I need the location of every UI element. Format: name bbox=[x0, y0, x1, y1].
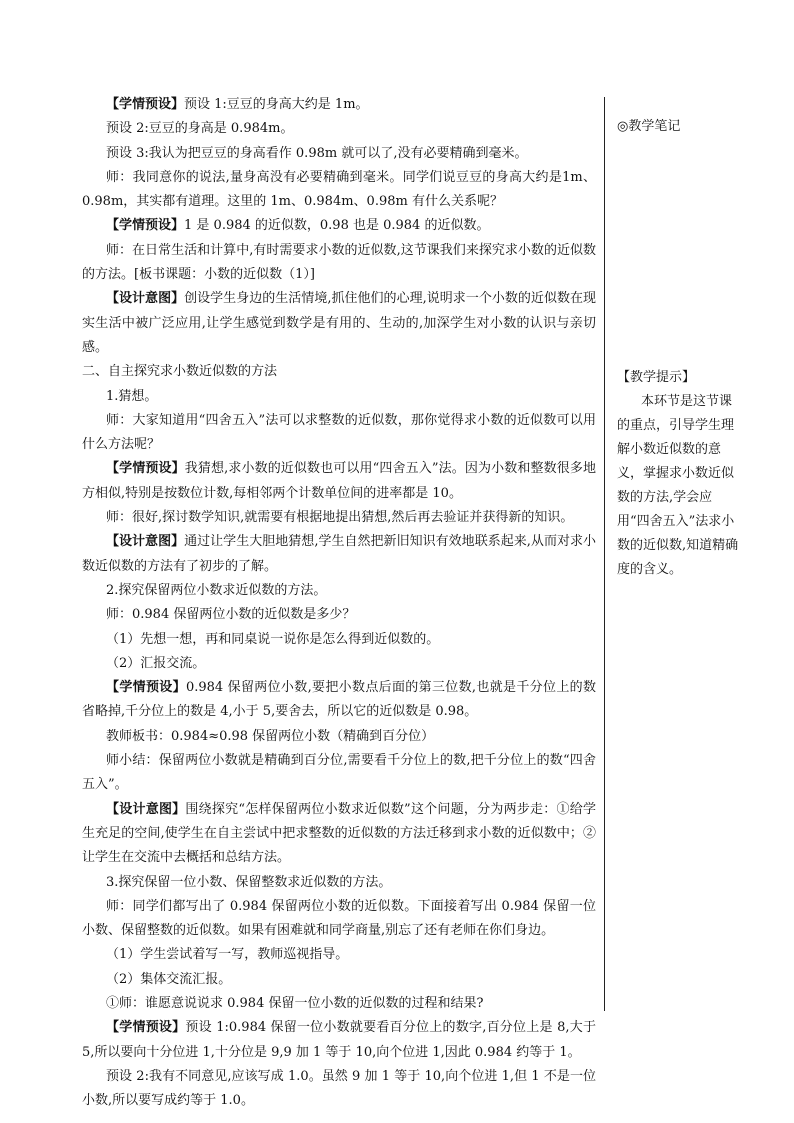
lesson-paragraph bbox=[82, 166, 596, 215]
lesson-paragraph bbox=[82, 895, 596, 944]
lesson-paragraph bbox=[82, 385, 596, 409]
paragraph-label: 【学情预设】 bbox=[106, 97, 185, 112]
lesson-paragraph bbox=[82, 93, 596, 117]
paragraph-text: 师：很好,探讨数学知识,就需要有根据地提出猜想,然后再去验证并获得新的知识。 bbox=[106, 510, 574, 526]
paragraph-text: 1.猜想。 bbox=[106, 388, 158, 404]
lesson-paragraph bbox=[82, 579, 596, 603]
lesson-paragraph bbox=[82, 628, 596, 652]
paragraph-text: 2.探究保留两位小数求近似数的方法。 bbox=[106, 582, 327, 598]
paragraph-label: 【学情预设】 bbox=[106, 218, 185, 234]
lesson-paragraph bbox=[82, 457, 596, 506]
paragraph-text: 师：0.984 保留两位小数的近似数是多少？ bbox=[106, 607, 356, 623]
lesson-paragraph bbox=[82, 214, 596, 238]
paragraph-text: （2）汇报交流。 bbox=[106, 655, 206, 671]
teaching-notes-sidebar bbox=[617, 115, 743, 139]
paragraph-text: 预设 2:豆豆的身高是 0.984m。 bbox=[106, 121, 294, 137]
paragraph-text: 师：在日常生活和计算中,有时需要求小数的近似数,这节课我们来探究求小数的近似数的方法。[板书课题：小数的近似数（1）] bbox=[82, 242, 596, 283]
lesson-paragraph bbox=[82, 676, 596, 725]
paragraph-label: 【学情预设】 bbox=[106, 680, 186, 696]
paragraph-text: （1）学生尝试着写一写，教师巡视指导。 bbox=[106, 947, 349, 963]
paragraph-text: 通过让学生大胆地猜想,学生自然把新旧知识有效地联系起来,从而对求小数近似数的方法有了初步的了解。 bbox=[82, 534, 596, 574]
lesson-paragraph bbox=[82, 968, 596, 992]
lesson-paragraph bbox=[82, 652, 596, 676]
lesson-paragraph bbox=[82, 603, 596, 627]
lesson-paragraph bbox=[82, 725, 596, 749]
paragraph-text: （1）先想一想，再和同桌说一说你是怎么得到近似数的。 bbox=[106, 631, 440, 647]
lesson-paragraph bbox=[82, 992, 596, 1016]
lesson-paragraph bbox=[82, 287, 596, 360]
lesson-paragraph bbox=[82, 1016, 596, 1065]
lesson-paragraph bbox=[82, 142, 596, 166]
lesson-paragraph bbox=[82, 798, 596, 871]
paragraph-text: 1 是 0.984 的近似数，0.98 也是 0.984 的近似数。 bbox=[184, 218, 490, 234]
teaching-notes-label: ◎教学笔记 bbox=[617, 119, 681, 134]
lesson-paragraph bbox=[82, 1065, 596, 1114]
lesson-paragraph bbox=[82, 409, 596, 458]
lesson-paragraph bbox=[82, 530, 596, 579]
lesson-paragraph bbox=[82, 749, 596, 798]
paragraph-text: ①师：谁愿意说说求 0.984 保留一位小数的近似数的过程和结果? bbox=[106, 995, 484, 1011]
teaching-hint-sidebar bbox=[617, 366, 743, 582]
paragraph-text: 师：我同意你的说法,量身高没有必要精确到毫米。同学们说豆豆的身高大约是1m、0.98m，其实都有道理。这里的 1m、0.984m、0.98m 有什么关系呢？ bbox=[82, 169, 596, 210]
paragraph-text: 0.984 保留两位小数,要把小数点后面的第三位数,也就是千分位上的数省略掉,千分位上的数是 4,小于 5,要舍去，所以它的近似数是 0.98。 bbox=[82, 680, 596, 720]
paragraph-text: 师：同学们都写出了 0.984 保留两位小数的近似数。下面接着写出 0.984 保留一位小数、保留整数的近似数。如果有困难就和同学商量,别忘了还有老师在你们身边。 bbox=[82, 898, 596, 939]
teaching-hint-text: 本环节是这节课的重点，引导学生理解小数近似数的意义，掌握求小数近似数的方法,学会应用“四舍五入”法求小数的近似数,知道精确度的含义。 bbox=[617, 394, 739, 577]
paragraph-text: 师小结：保留两位小数就是精确到百分位,需要看千分位上的数,把千分位上的数“四舍五入”。 bbox=[82, 753, 596, 793]
paragraph-text: 围绕探究“怎样保留两位小数求近似数”这个问题，分为两步走：①给学生充足的空间,使学生在自主尝试中把求整数的近似数的方法迁移到求小数的近似数中；②让学生在交流中去概括和总结方法。 bbox=[82, 801, 596, 866]
paragraph-text: 创设学生身边的生活情境,抓住他们的心理,说明求一个小数的近似数在现实生活中被广泛应用,让学生感觉到数学是有用的、生动的,加深学生对小数的认识与亲切感。 bbox=[82, 291, 596, 355]
paragraph-label: 【设计意图】 bbox=[106, 801, 186, 817]
paragraph-text: 预设 1:0.984 保留一位小数就要看百分位上的数字,百分位上是 8,大于 5,所以要向十分位进 1,十分位是 9,9 加 1 等于 10,向个位进 1,因此 0.984 约等于 1。 bbox=[82, 1020, 596, 1060]
lesson-paragraph bbox=[82, 943, 596, 967]
lesson-main-column bbox=[82, 93, 596, 1113]
paragraph-text: 我猜想,求小数的近似数也可以用“四舍五入”法。因为小数和整数很多地方相似,特别是按数位计数,每相邻两个计数单位间的进率都是 10。 bbox=[82, 461, 596, 501]
lesson-paragraph bbox=[82, 360, 596, 384]
paragraph-label: 【学情预设】 bbox=[106, 461, 185, 477]
lesson-paragraph bbox=[82, 239, 596, 288]
paragraph-text: 师：大家知道用“四舍五入”法可以求整数的近似数，那你觉得求小数的近似数可以用什么方法呢？ bbox=[82, 412, 596, 453]
paragraph-label: 【设计意图】 bbox=[106, 291, 185, 307]
paragraph-text: （2）集体交流汇报。 bbox=[106, 971, 232, 987]
paragraph-text: 3.探究保留一位小数、保留整数求近似数的方法。 bbox=[106, 874, 392, 890]
paragraph-text: 预设 1:豆豆的身高大约是 1m。 bbox=[184, 97, 369, 112]
paragraph-text: 预设 3:我认为把豆豆的身高看作 0.98m 就可以了,没有必要精确到毫米。 bbox=[106, 145, 528, 161]
paragraph-text: 预设 2:我有不同意见,应该写成 1.0。虽然 9 加 1 等于 10,向个位进 1,但 1 不是一位小数,所以要写成约等于 1.0。 bbox=[82, 1068, 596, 1109]
column-divider bbox=[604, 97, 605, 1011]
paragraph-text: 教师板书：0.984≈0.98 保留两位小数（精确到百分位） bbox=[106, 728, 435, 744]
paragraph-label: 【学情预设】 bbox=[106, 1020, 186, 1036]
paragraph-label: 【设计意图】 bbox=[106, 534, 185, 550]
paragraph-text: 二、自主探究求小数近似数的方法 bbox=[82, 364, 278, 380]
lesson-paragraph bbox=[82, 117, 596, 141]
lesson-paragraph bbox=[82, 506, 596, 530]
lesson-paragraph bbox=[82, 871, 596, 895]
teaching-hint-title: 【教学提示】 bbox=[617, 370, 696, 385]
